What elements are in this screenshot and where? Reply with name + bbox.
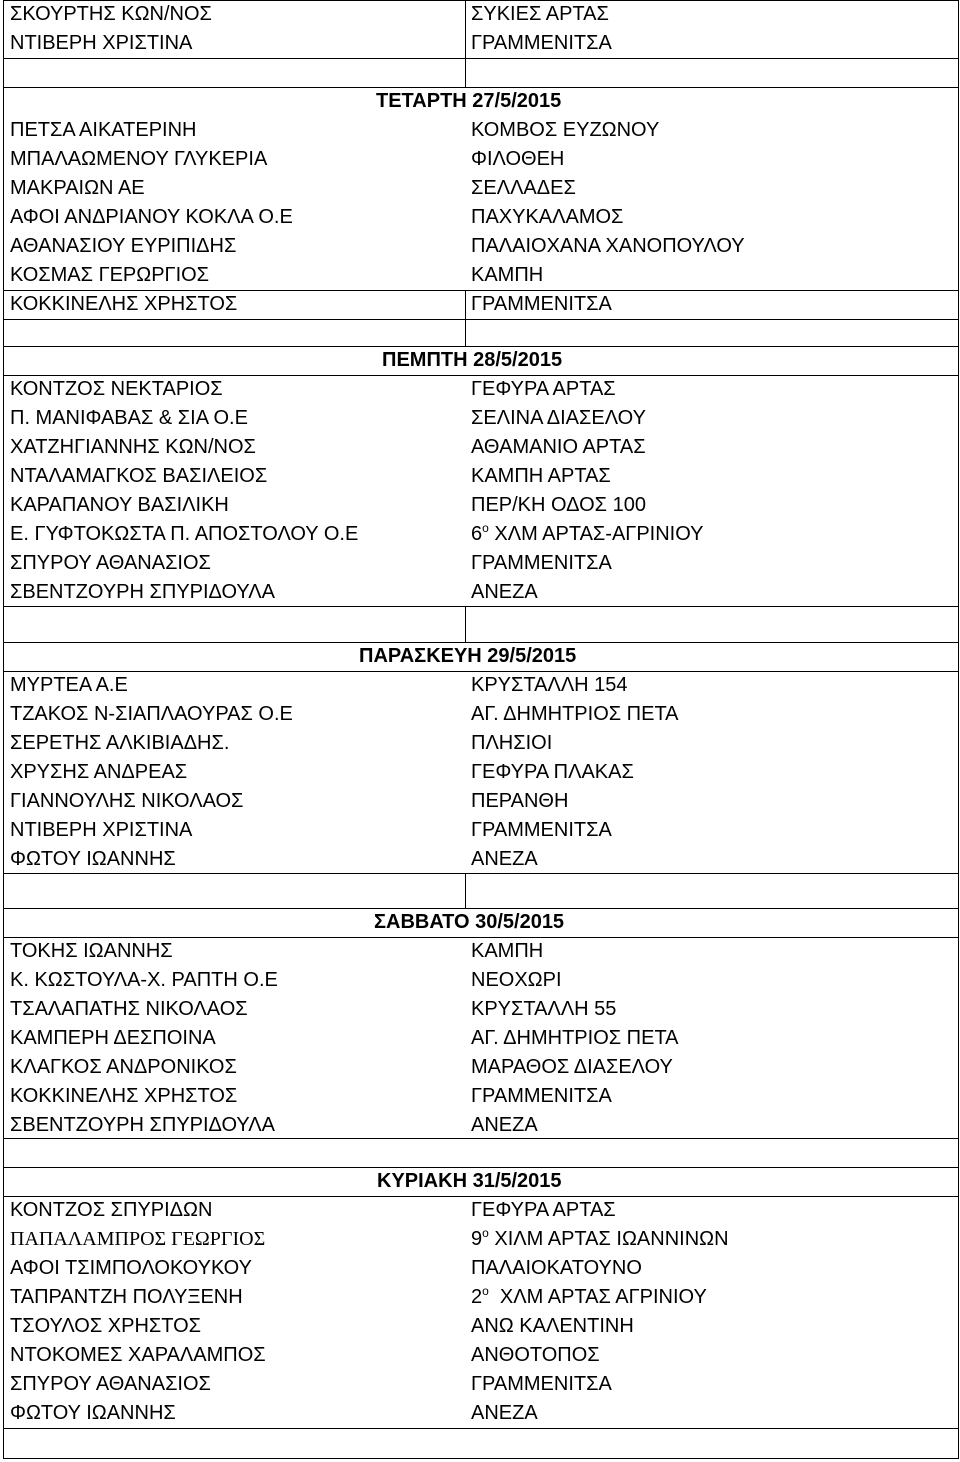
table-row (4, 845, 958, 874)
pharmacy-name: ΤΣΟΥΛΟΣ ΧΡΗΣΤΟΣ (10, 1315, 202, 1337)
pharmacy-location: ΑΝΕΖΑ (471, 1402, 538, 1424)
table-row (4, 1399, 958, 1428)
table-row (4, 116, 958, 145)
table-row (4, 1312, 958, 1341)
pharmacy-name: ΚΟΝΤΖΟΣ ΝΕΚΤΑΡΙΟΣ (10, 378, 223, 400)
pharmacy-name: ΑΘΑΝΑΣΙΟΥ ΕΥΡΙΠΙΔΗΣ (10, 235, 237, 257)
pharmacy-location: ΓΡΑΜΜΕΝΙΤΣΑ (471, 1373, 612, 1395)
pharmacy-name: ΣΕΡΕΤΗΣ ΑΛΚΙΒΙΑΔΗΣ. (10, 732, 230, 754)
pharmacy-location: ΚΑΜΠΗ ΑΡΤΑΣ (471, 465, 611, 487)
table-row (4, 729, 958, 758)
day-heading (4, 908, 958, 937)
pharmacy-location: ΠΕΡΑΝΘΗ (471, 790, 569, 812)
pharmacy-name: Ε. ΓΥΦΤΟΚΩΣΤΑ Π. ΑΠΟΣΤΟΛΟΥ Ο.Ε (10, 523, 359, 545)
table-row (4, 1283, 958, 1312)
pharmacy-location: ΠΑΧΥΚΑΛΑΜΟΣ (471, 206, 624, 228)
table-rule (4, 642, 958, 643)
table-rule (4, 87, 958, 88)
pharmacy-name: ΑΦΟΙ ΤΣΙΜΠΟΛΟΚΟΥΚΟΥ (10, 1257, 252, 1279)
pharmacy-name: ΠΑΠΑΛΑΜΠΡΟΣ ΓΕΩΡΓΙΟΣ (10, 1228, 266, 1250)
pharmacy-name: ΚΟΣΜΑΣ ΓΕΡΩΡΓΙΟΣ (10, 264, 210, 286)
pharmacy-location: ΠΑΛΑΙΟΧΑΝΑ ΧΑΝΟΠΟΥΛΟΥ (471, 235, 745, 257)
table-row (4, 290, 958, 319)
day-heading-text: ΣΑΒΒΑΤΟ 30/5/2015 (374, 911, 565, 933)
table-row (4, 1341, 958, 1370)
table-row (4, 232, 958, 261)
pharmacy-name: ΧΑΤΖΗΓΙΑΝΝΗΣ ΚΩΝ/ΝΟΣ (10, 436, 256, 458)
table-row (4, 995, 958, 1024)
table-row (4, 1024, 958, 1053)
table-row (4, 549, 958, 578)
pharmacy-name: ΚΑΜΠΕΡΗ ΔΕΣΠΟΙΝΑ (10, 1027, 216, 1049)
pharmacy-location: ΠΛΗΣΙΟΙ (471, 732, 553, 754)
pharmacy-location: ΣΕΛΙΝΑ ΔΙΑΣΕΛΟΥ (471, 407, 646, 429)
table-rule (4, 908, 958, 909)
pharmacy-location: ΓΕΦΥΡΑ ΠΛΑΚΑΣ (471, 761, 634, 783)
pharmacy-location: ΓΡΑΜΜΕΝΙΤΣΑ (471, 552, 612, 574)
day-heading-text: ΤΕΤΑΡΤΗ 27/5/2015 (376, 90, 562, 112)
pharmacy-location: ΑΝΕΖΑ (471, 848, 538, 870)
pharmacy-location: ΚΑΜΠΗ (471, 264, 544, 286)
pharmacy-name: ΜΑΚΡΑΙΩΝ ΑΕ (10, 177, 145, 199)
location-km-number: 6 (471, 523, 483, 545)
pharmacy-name: ΠΕΤΣΑ ΑΙΚΑΤΕΡΙΝΗ (10, 119, 197, 141)
table-rule (4, 1167, 958, 1168)
pharmacy-location: ΑΝΕΖΑ (471, 1114, 538, 1136)
table-row (4, 1196, 958, 1225)
table-row (4, 0, 958, 29)
pharmacy-location: ΝΕΟΧΩΡΙ (471, 969, 562, 991)
pharmacy-duty-schedule (3, 0, 959, 1459)
column-divider (465, 873, 466, 908)
ordinal-marker: ο (482, 1284, 489, 1298)
pharmacy-name: ΦΩΤΟΥ ΙΩΑΝΝΗΣ (10, 848, 176, 870)
table-row (4, 375, 958, 404)
pharmacy-name: ΣΚΟΥΡΤΗΣ ΚΩΝ/ΝΟΣ (10, 3, 212, 25)
column-divider (465, 606, 466, 642)
day-heading (4, 1167, 958, 1196)
table-rule (4, 873, 958, 874)
table-row (4, 203, 958, 232)
ordinal-marker: ο (482, 1226, 489, 1240)
table-rule (4, 671, 958, 672)
pharmacy-location: ΓΕΦΥΡΑ ΑΡΤΑΣ (471, 1199, 616, 1221)
pharmacy-location: ΣΕΛΛΑΔΕΣ (471, 177, 576, 199)
pharmacy-location: ΚΡΥΣΤΑΛΛΗ 55 (471, 998, 617, 1020)
table-row (4, 404, 958, 433)
pharmacy-location: ΓΡΑΜΜΕΝΙΤΣΑ (471, 1085, 612, 1107)
day-heading-text: ΠΕΜΠΤΗ 28/5/2015 (382, 349, 563, 371)
table-rule (4, 1428, 958, 1429)
pharmacy-name: ΑΦΟΙ ΑΝΔΡΙΑΝΟΥ ΚΟΚΛΑ Ο.Ε (10, 206, 293, 228)
location-km-number: 2 (471, 1286, 483, 1308)
column-divider (465, 0, 466, 87)
table-rule (4, 346, 958, 347)
pharmacy-name: ΤΑΠΡΑΝΤΖΗ ΠΟΛΥΞΕΝΗ (10, 1286, 243, 1308)
table-rule (4, 375, 958, 376)
pharmacy-location: ΠΕΡ/ΚΗ ΟΔΟΣ 100 (471, 494, 646, 516)
table-rule (4, 319, 958, 320)
pharmacy-location (471, 520, 703, 549)
pharmacy-name: ΝΤΟΚΟΜΕΣ ΧΑΡΑΛΑΜΠΟΣ (10, 1344, 266, 1366)
pharmacy-location (471, 1225, 729, 1254)
pharmacy-name: ΜΥΡΤΕΑ Α.Ε (10, 674, 128, 696)
day-heading (4, 87, 958, 116)
column-divider (465, 290, 466, 346)
table-rule (4, 1196, 958, 1197)
pharmacy-location: ΓΡΑΜΜΕΝΙΤΣΑ (471, 293, 612, 315)
pharmacy-location: ΚΟΜΒΟΣ ΕΥΖΩΝΟΥ (471, 119, 660, 141)
day-heading (4, 642, 958, 671)
pharmacy-location: ΚΑΜΠΗ (471, 940, 544, 962)
pharmacy-location: ΓΕΦΥΡΑ ΑΡΤΑΣ (471, 378, 616, 400)
table-rule (4, 58, 958, 59)
table-rule (4, 1138, 958, 1139)
ordinal-marker: ο (482, 521, 489, 535)
table-rule (4, 937, 958, 938)
table-row (4, 578, 958, 607)
pharmacy-location: ΜΑΡΑΘΟΣ ΔΙΑΣΕΛΟΥ (471, 1056, 673, 1078)
pharmacy-name: ΚΛΑΓΚΟΣ ΑΝΔΡΟΝΙΚΟΣ (10, 1056, 237, 1078)
table-row (4, 1082, 958, 1111)
day-heading (4, 346, 958, 375)
table-row (4, 816, 958, 845)
table-row (4, 520, 958, 549)
table-row (4, 174, 958, 203)
pharmacy-location (471, 1283, 707, 1312)
table-row (4, 491, 958, 520)
pharmacy-location: ΑΝΕΖΑ (471, 581, 538, 603)
location-km-number: 9 (471, 1228, 483, 1250)
table-row (4, 700, 958, 729)
pharmacy-name: ΦΩΤΟΥ ΙΩΑΝΝΗΣ (10, 1402, 176, 1424)
pharmacy-name: ΚΟΝΤΖΟΣ ΣΠΥΡΙΔΩΝ (10, 1199, 213, 1221)
pharmacy-location: ΑΝΩ ΚΑΛΕΝΤΙΝΗ (471, 1315, 634, 1337)
pharmacy-name: ΣΒΕΝΤΖΟΥΡΗ ΣΠΥΡΙΔΟΥΛΑ (10, 1114, 275, 1136)
pharmacy-name: ΝΤΙΒΕΡΗ ΧΡΙΣΤΙΝΑ (10, 819, 193, 841)
pharmacy-name: ΚΟΚΚΙΝΕΛΗΣ ΧΡΗΣΤΟΣ (10, 1085, 238, 1107)
pharmacy-location: ΣΥΚΙΕΣ ΑΡΤΑΣ (471, 3, 609, 25)
pharmacy-name: ΓΙΑΝΝΟΥΛΗΣ ΝΙΚΟΛΑΟΣ (10, 790, 244, 812)
table-row (4, 261, 958, 290)
pharmacy-location: ΦΙΛΟΘΕΗ (471, 148, 565, 170)
pharmacy-name: Π. ΜΑΝΙΦΑΒΑΣ & ΣΙΑ Ο.Ε (10, 407, 248, 429)
day-heading-text: ΚΥΡΙΑΚΗ 31/5/2015 (377, 1170, 562, 1192)
pharmacy-location: ΑΓ. ΔΗΜΗΤΡΙΟΣ ΠΕΤΑ (471, 1027, 679, 1049)
table-row (4, 1111, 958, 1140)
location-road-text: ΧΙΛΜ ΑΡΤΑΣ ΙΩΑΝΝΙΝΩΝ (488, 1228, 729, 1250)
day-heading-text: ΠΑΡΑΣΚΕΥΗ 29/5/2015 (359, 645, 577, 667)
table-row (4, 671, 958, 700)
table-row (4, 145, 958, 174)
pharmacy-name: ΝΤΙΒΕΡΗ ΧΡΙΣΤΙΝΑ (10, 32, 193, 54)
table-rule (4, 606, 958, 607)
pharmacy-name: ΧΡΥΣΗΣ ΑΝΔΡΕΑΣ (10, 761, 188, 783)
pharmacy-location: ΓΡΑΜΜΕΝΙΤΣΑ (471, 819, 612, 841)
table-row (4, 1370, 958, 1399)
table-row (4, 462, 958, 491)
table-row (4, 1053, 958, 1082)
pharmacy-name: ΜΠΑΛΑΩΜΕΝΟΥ ΓΛΥΚΕΡΙΑ (10, 148, 268, 170)
pharmacy-name: Κ. ΚΩΣΤΟΥΛΑ-Χ. ΡΑΠΤΗ Ο.Ε (10, 969, 278, 991)
location-road-text: ΧΛΜ ΑΡΤΑΣ ΑΓΡΙΝΙΟΥ (488, 1286, 707, 1308)
table-row (4, 1225, 958, 1254)
table-rule (4, 0, 958, 1)
table-row (4, 433, 958, 462)
pharmacy-name: ΚΟΚΚΙΝΕΛΗΣ ΧΡΗΣΤΟΣ (10, 293, 238, 315)
pharmacy-location: ΚΡΥΣΤΑΛΛΗ 154 (471, 674, 628, 696)
table-row (4, 966, 958, 995)
location-road-text: ΧΛΜ ΑΡΤΑΣ-ΑΓΡΙΝΙΟΥ (488, 523, 704, 545)
pharmacy-location: ΑΘΑΜΑΝΙΟ ΑΡΤΑΣ (471, 436, 646, 458)
pharmacy-name: ΤΣΑΛΑΠΑΤΗΣ ΝΙΚΟΛΑΟΣ (10, 998, 248, 1020)
pharmacy-location: ΓΡΑΜΜΕΝΙΤΣΑ (471, 32, 612, 54)
pharmacy-location: ΑΓ. ΔΗΜΗΤΡΙΟΣ ΠΕΤΑ (471, 703, 679, 725)
pharmacy-name: ΣΠΥΡΟΥ ΑΘΑΝΑΣΙΟΣ (10, 552, 211, 574)
pharmacy-name: ΚΑΡΑΠΑΝΟΥ ΒΑΣΙΛΙΚΗ (10, 494, 229, 516)
table-row (4, 937, 958, 966)
table-row (4, 787, 958, 816)
pharmacy-location: ΑΝΘΟΤΟΠΟΣ (471, 1344, 600, 1366)
table-row (4, 1254, 958, 1283)
pharmacy-name: ΣΠΥΡΟΥ ΑΘΑΝΑΣΙΟΣ (10, 1373, 211, 1395)
pharmacy-location: ΠΑΛΑΙΟΚΑΤΟΥΝΟ (471, 1257, 642, 1279)
pharmacy-name: ΝΤΑΛΑΜΑΓΚΟΣ ΒΑΣΙΛΕΙΟΣ (10, 465, 268, 487)
pharmacy-name: ΤΟΚΗΣ ΙΩΑΝΝΗΣ (10, 940, 173, 962)
table-rule (4, 290, 958, 291)
pharmacy-name: ΤΖΑΚΟΣ Ν-ΣΙΑΠΛΑΟΥΡΑΣ Ο.Ε (10, 703, 293, 725)
table-row (4, 29, 958, 58)
table-row (4, 758, 958, 787)
pharmacy-name: ΣΒΕΝΤΖΟΥΡΗ ΣΠΥΡΙΔΟΥΛΑ (10, 581, 275, 603)
